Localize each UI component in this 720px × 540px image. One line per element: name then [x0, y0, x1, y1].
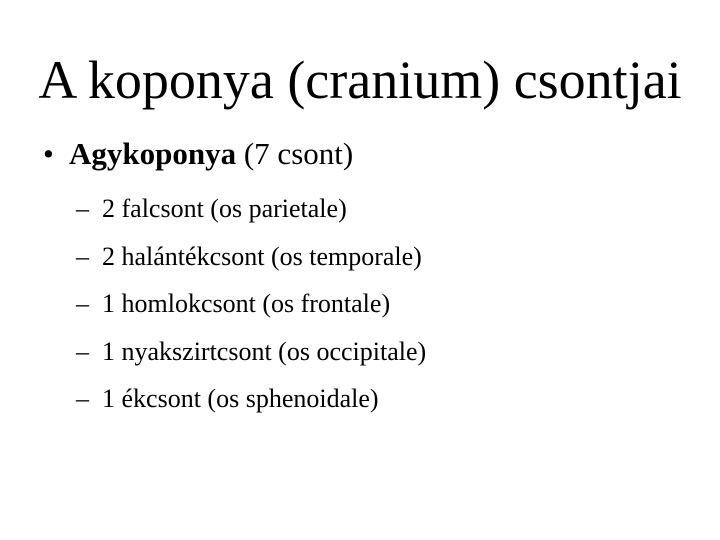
bullet-rest-text: (7 csont) — [236, 136, 354, 171]
dash-marker: – — [76, 289, 89, 318]
dash-marker: – — [76, 336, 89, 366]
sub-bullet-text: 2 falcsont (os parietale) — [102, 194, 347, 223]
dash-marker: – — [76, 194, 89, 223]
sub-bullet-text: 1 nyakszirtcsont (os occipitale) — [102, 336, 427, 366]
bullet-item-agykoponya — [43, 134, 353, 174]
sub-bullet-item — [76, 375, 426, 423]
sub-bullet-item — [76, 328, 426, 376]
sub-bullet-text: 1 ékcsont (os sphenoidale) — [102, 384, 379, 413]
sub-bullet-item — [76, 280, 426, 328]
sub-bullet-item — [76, 233, 426, 281]
dash-marker: – — [76, 241, 89, 271]
sub-bullet-text: 1 homlokcsont (os frontale) — [102, 289, 391, 318]
sub-bullet-text: 2 halántékcsont (os temporale) — [102, 241, 422, 271]
dash-marker: – — [76, 384, 89, 413]
sub-bullet-item — [76, 185, 426, 233]
bullet-marker: • — [43, 136, 54, 171]
bullet-bold-text: Agykoponya — [69, 136, 237, 171]
sub-bullet-list — [76, 185, 426, 423]
slide-title: A koponya (cranium) csontjai — [38, 50, 682, 110]
